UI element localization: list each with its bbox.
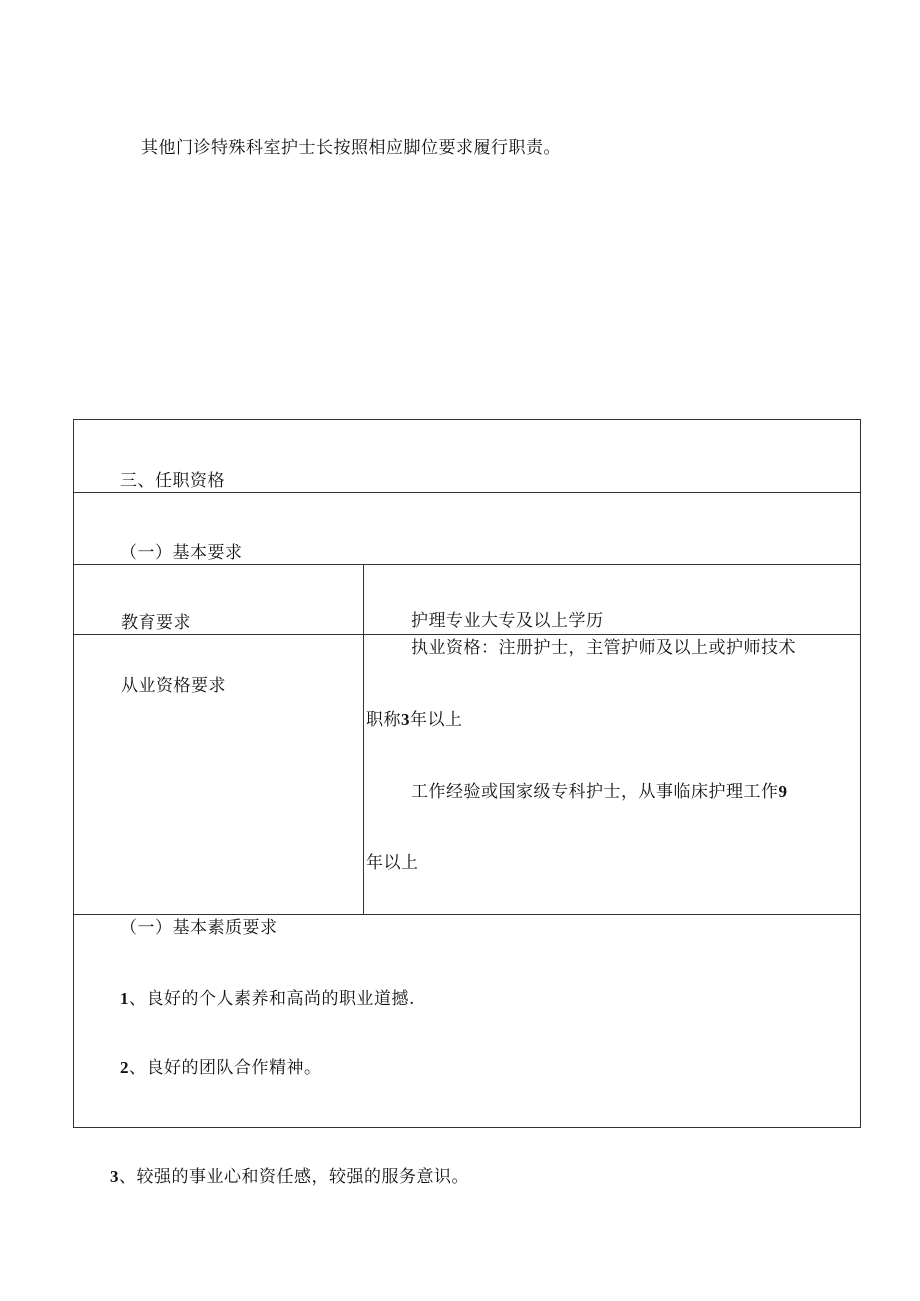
quality-item-2: 2、良好的团队合作精神。 bbox=[120, 1058, 322, 1078]
qualification-label: 从业资格要求 bbox=[121, 676, 226, 696]
education-label: 教育要求 bbox=[121, 613, 191, 633]
qualification-table bbox=[73, 419, 861, 1128]
qualification-line-2: 职称3年以上 bbox=[366, 710, 463, 730]
basic-requirements-title: （一）基本要求 bbox=[120, 543, 243, 563]
table-column-divider bbox=[363, 564, 364, 915]
education-value: 护理专业大专及以上学历 bbox=[411, 611, 604, 631]
quality-item-1: 1、良好的个人素养和高尚的职业道撼. bbox=[120, 989, 415, 1009]
quality-title: （一）基本素质要求 bbox=[120, 918, 278, 938]
table-divider-4 bbox=[73, 914, 861, 915]
intro-paragraph: 其他门诊特殊科室护士长按照相应脚位要求履行职责。 bbox=[141, 138, 561, 158]
qualification-line-1: 执业资格：注册护士，主管护师及以上或护师技术 bbox=[411, 638, 796, 658]
qualification-line-3: 工作经验或国家级专科护士，从事临床护理工作9 bbox=[411, 782, 788, 802]
qualification-line-4: 年以上 bbox=[366, 853, 419, 873]
footer-item-3: 3、较强的事业心和资任感，较强的服务意识。 bbox=[110, 1167, 469, 1187]
section-title: 三、任职资格 bbox=[120, 471, 225, 491]
table-divider-3 bbox=[73, 634, 861, 635]
